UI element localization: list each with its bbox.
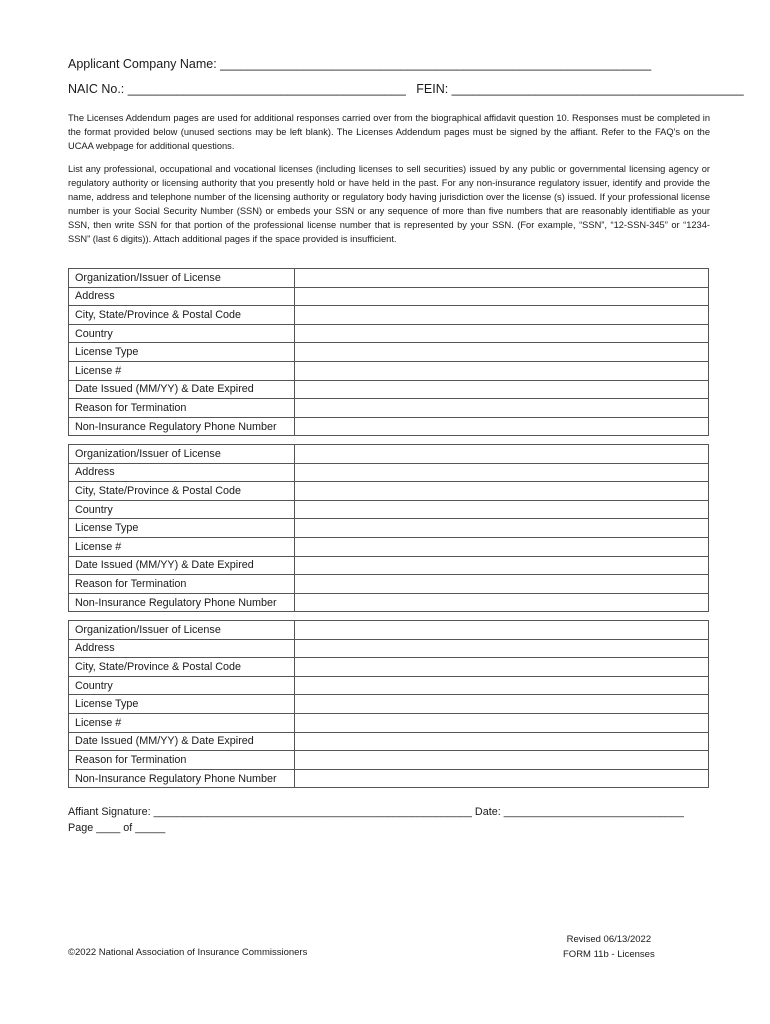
license-row: [69, 445, 709, 464]
license-field-input[interactable]: [294, 306, 708, 325]
license-row: [69, 269, 709, 288]
license-field-input[interactable]: [294, 575, 708, 594]
license-block-1: [68, 268, 709, 436]
license-row: [69, 713, 709, 732]
license-field-input[interactable]: [294, 463, 708, 482]
license-row: [69, 676, 709, 695]
license-field-input[interactable]: [294, 639, 708, 658]
license-row: [69, 343, 709, 362]
license-field-label: Non-Insurance Regulatory Phone Number: [69, 417, 295, 436]
license-field-label: License #: [69, 537, 295, 556]
license-row: [69, 593, 709, 612]
license-field-label: Reason for Termination: [69, 751, 295, 770]
license-row: [69, 380, 709, 399]
license-field-label: City, State/Province & Postal Code: [69, 658, 295, 677]
page-total-field[interactable]: _____: [132, 822, 166, 834]
license-field-input[interactable]: [294, 343, 708, 362]
license-row: [69, 287, 709, 306]
license-row: [69, 519, 709, 538]
license-field-label: Address: [69, 639, 295, 658]
license-field-label: Date Issued (MM/YY) & Date Expired: [69, 380, 295, 399]
license-row: [69, 751, 709, 770]
license-field-label: Country: [69, 676, 295, 695]
form-id: FORM 11b - Licenses: [563, 949, 655, 960]
license-row: [69, 575, 709, 594]
date-label: Date:: [474, 806, 501, 818]
license-field-label: License #: [69, 361, 295, 380]
license-field-label: Non-Insurance Regulatory Phone Number: [69, 593, 295, 612]
license-field-input[interactable]: [294, 676, 708, 695]
license-field-input[interactable]: [294, 621, 708, 640]
license-field-label: Country: [69, 324, 295, 343]
affiant-signature-label: Affiant Signature:: [68, 806, 151, 818]
revision-info: [563, 932, 655, 962]
license-field-label: Country: [69, 500, 295, 519]
license-row: [69, 306, 709, 325]
license-field-input[interactable]: [294, 593, 708, 612]
intro-paragraph: The Licenses Addendum pages are used for additional responses carried over from the biographical affidavit question 10. Responses must be completed in the format provided below (unused sections may be left blank). The Licenses Addendum pages must be signed by the affiant. Refer to the FAQ's on the UCAA webpage for additional questions.: [68, 113, 710, 151]
license-row: [69, 500, 709, 519]
copyright-notice: ©2022 National Association of Insurance Commissioners: [68, 947, 308, 958]
revised-date: Revised 06/13/2022: [566, 934, 652, 945]
license-field-input[interactable]: [294, 361, 708, 380]
license-field-input[interactable]: [294, 500, 708, 519]
license-row: [69, 361, 709, 380]
license-field-label: Address: [69, 463, 295, 482]
license-field-label: Reason for Termination: [69, 399, 295, 418]
license-field-input[interactable]: [294, 519, 708, 538]
license-field-input[interactable]: [294, 287, 708, 306]
license-field-input[interactable]: [294, 417, 708, 436]
license-field-input[interactable]: [294, 269, 708, 288]
license-field-label: City, State/Province & Postal Code: [69, 482, 295, 501]
naic-fein-row: [68, 82, 744, 96]
license-field-input[interactable]: [294, 324, 708, 343]
license-row: [69, 399, 709, 418]
license-field-label: License Type: [69, 343, 295, 362]
license-block-2: [68, 444, 709, 612]
license-field-input[interactable]: [294, 445, 708, 464]
license-field-label: Reason for Termination: [69, 575, 295, 594]
license-row: [69, 482, 709, 501]
license-row: [69, 732, 709, 751]
license-field-label: Non-Insurance Regulatory Phone Number: [69, 769, 295, 788]
page-of-label: of: [123, 822, 133, 834]
license-field-label: Date Issued (MM/YY) & Date Expired: [69, 732, 295, 751]
license-row: [69, 639, 709, 658]
affiant-signature-field[interactable]: _____________________________________________________: [150, 806, 472, 818]
license-field-label: City, State/Province & Postal Code: [69, 306, 295, 325]
license-row: [69, 695, 709, 714]
fein-field[interactable]: __________________________________________: [448, 82, 744, 96]
license-field-input[interactable]: [294, 695, 708, 714]
naic-label: NAIC No.:: [68, 82, 125, 96]
license-row: [69, 417, 709, 436]
license-field-input[interactable]: [294, 732, 708, 751]
license-row: [69, 621, 709, 640]
naic-field[interactable]: ________________________________________: [124, 82, 406, 96]
page-label: Page: [68, 822, 94, 834]
license-field-label: Date Issued (MM/YY) & Date Expired: [69, 556, 295, 575]
license-field-input[interactable]: [294, 399, 708, 418]
license-block-3: [68, 620, 709, 788]
license-row: [69, 658, 709, 677]
license-field-input[interactable]: [294, 537, 708, 556]
license-field-input[interactable]: [294, 658, 708, 677]
company-name-row: [68, 57, 651, 71]
license-field-input[interactable]: [294, 556, 708, 575]
fein-label: FEIN:: [416, 82, 449, 96]
license-field-input[interactable]: [294, 713, 708, 732]
license-field-input[interactable]: [294, 751, 708, 770]
license-row: [69, 769, 709, 788]
license-row: [69, 537, 709, 556]
signature-row: [68, 806, 684, 818]
company-name-field[interactable]: ______________________________________________________________: [216, 57, 652, 71]
license-field-label: Organization/Issuer of License: [69, 445, 295, 464]
instructions-paragraph: List any professional, occupational and vocational licenses (including licenses to sell securities) issued by any public or governmental licensing agency or regulatory authority or licensing authority that you presently hold or have held in the past. For any non-insurance regulatory issuer, identify and provide the name, address and telephone number of the licensing authority or regulatory body having jurisdiction over the license (s) issued. If your professional license number is your Social Security Number (SSN) or embeds your SSN or any sequence of more than five numbers that are reasonably identifiable as your SSN, then write SSN for that portion of the professional license number that is represented by your SSN. (For example, “SSN”, “12-SSN-345” or “1234-SSN” (last 6 digits)). Attach additional pages if the space provided is insufficient.: [68, 164, 710, 244]
license-row: [69, 463, 709, 482]
company-name-label: Applicant Company Name:: [68, 57, 217, 71]
license-row: [69, 556, 709, 575]
license-field-label: Organization/Issuer of License: [69, 269, 295, 288]
license-field-label: License Type: [69, 695, 295, 714]
license-field-input[interactable]: [294, 380, 708, 399]
license-field-label: License #: [69, 713, 295, 732]
date-field[interactable]: ______________________________: [500, 806, 684, 818]
page-number-field[interactable]: ____: [93, 822, 124, 834]
license-field-input[interactable]: [294, 482, 708, 501]
page-number-row: [68, 822, 165, 834]
license-field-label: License Type: [69, 519, 295, 538]
license-row: [69, 324, 709, 343]
license-field-label: Organization/Issuer of License: [69, 621, 295, 640]
license-field-label: Address: [69, 287, 295, 306]
license-field-input[interactable]: [294, 769, 708, 788]
